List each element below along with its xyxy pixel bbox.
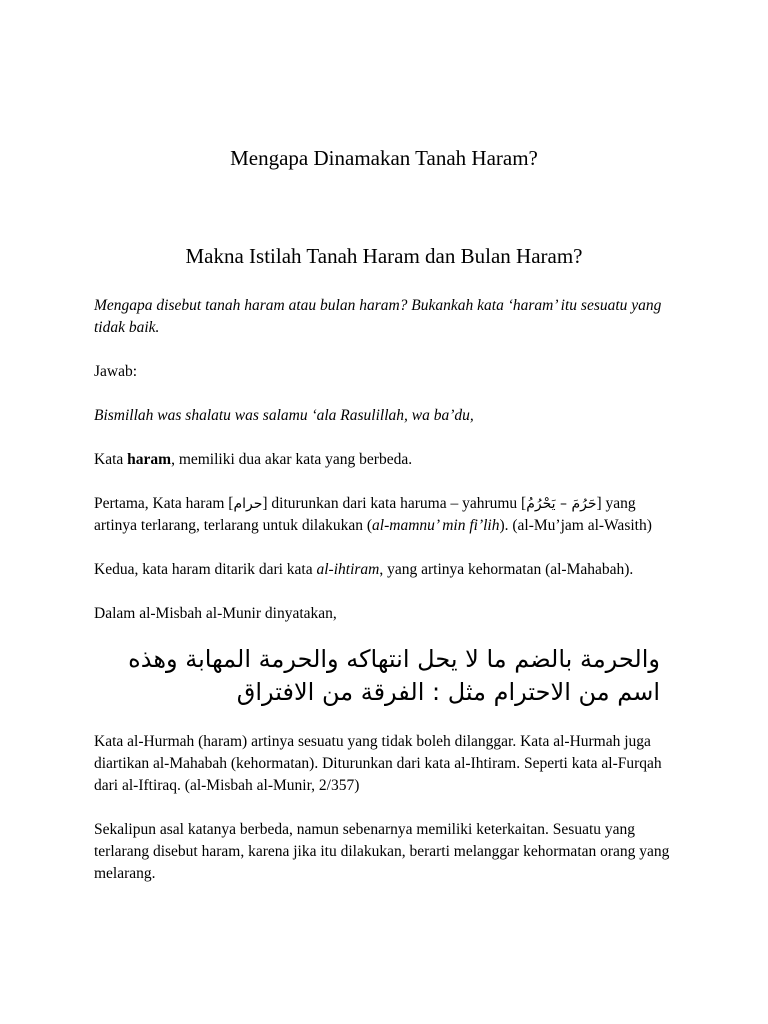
question-text: Mengapa disebut tanah haram atau bulan haram? Bukankah kata ‘haram’ itu sesuatu yang tidak baik.	[94, 297, 662, 336]
p2-italic: al-mamnu’ min fi’lih	[372, 517, 500, 534]
p2-text-1: Pertama, Kata haram [	[94, 495, 234, 512]
p3-before: Kedua, kata haram ditarik dari kata	[94, 561, 317, 578]
p2-arabic-1: حرام	[233, 496, 263, 512]
answer-label: Jawab:	[94, 363, 138, 380]
paragraph-conclusion: Sekalipun asal katanya berbeda, namun sebenarnya memiliki keterkaitan. Sesuatu yang terlarang disebut haram, karena jika itu dilakukan, berarti melanggar kehormatan orang yang melarang.	[94, 821, 670, 882]
p2-text-4: ). (al-Mu’jam al-Wasith)	[499, 517, 652, 534]
arabic-quote: والحرمة بالضم ما لا يحل انتهاكه والحرمة المهابة وهذه اسم من الاحترام مثل : الفرقة من الافتراق	[128, 645, 660, 706]
p1-before: Kata	[94, 451, 128, 468]
opening-paragraph	[94, 405, 680, 427]
p2-arabic-2: حَرُمَ – يَحْرُمُ	[526, 496, 597, 512]
document-body	[94, 295, 680, 907]
p1-bold-word: haram	[127, 451, 172, 468]
paragraph-two-roots	[94, 449, 680, 471]
document-subtitle: Makna Istilah Tanah Haram dan Bulan Haram?	[185, 244, 583, 268]
question-paragraph	[94, 295, 680, 339]
paragraph-second-root	[94, 559, 680, 581]
p2-text-2: ] diturunkan dari kata haruma – yahrumu [	[262, 495, 527, 512]
p3-after: , yang artinya kehormatan (al-Mahabah).	[379, 561, 634, 578]
p1-after: , memiliki dua akar kata yang berbeda.	[171, 451, 413, 468]
paragraph-first-root	[94, 493, 680, 537]
p3-italic: al-ihtiram	[316, 561, 380, 578]
paragraph-hurmah: Kata al-Hurmah (haram) artinya sesuatu yang tidak boleh dilanggar. Kata al-Hurmah juga diartikan al-Mahabah (kehormatan). Diturunkan dari kata al-Ihtiram. Seperti kata al-Furqah dari al-Iftiraq. (al-Misbah al-Munir, 2/357)	[94, 733, 662, 794]
document-title: Mengapa Dinamakan Tanah Haram?	[230, 146, 538, 170]
paragraph-misbah-intro: Dalam al-Misbah al-Munir dinyatakan,	[94, 605, 337, 622]
p2-text-3: ] yang artinya terlarang, terlarang untuk dilakukan (	[94, 495, 636, 534]
opening-text: Bismillah was shalatu was salamu ‘ala Rasulillah, wa ba’du,	[94, 407, 474, 424]
